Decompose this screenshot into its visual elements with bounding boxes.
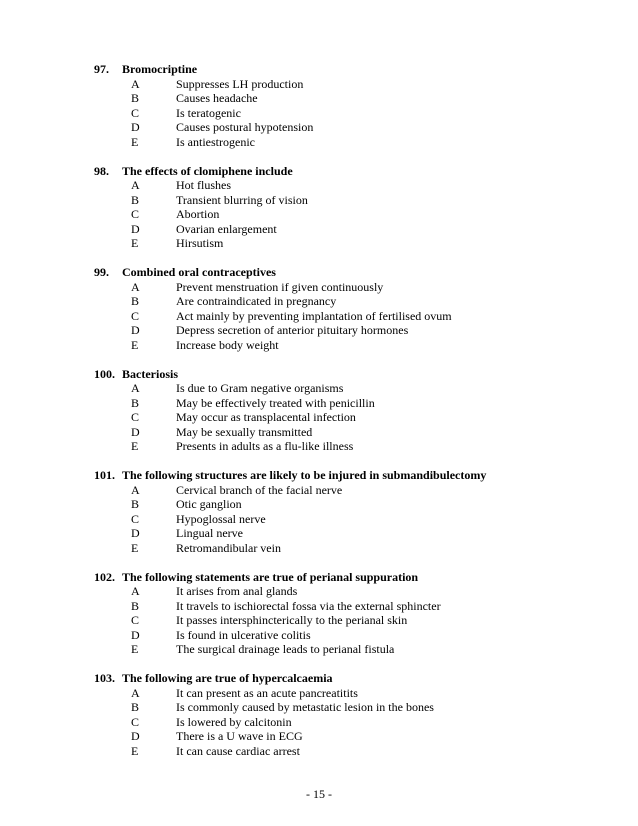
option-text: Suppresses LH production (176, 76, 304, 91)
option-text: Is antiestrogenic (176, 134, 255, 149)
question-heading (94, 468, 614, 483)
option-text: It can cause cardiac arrest (176, 743, 300, 758)
answer-option (94, 410, 614, 425)
option-letter: B (131, 700, 140, 714)
option-text: Lingual nerve (176, 526, 243, 540)
option-letter: B (131, 497, 140, 511)
option-text: Are contraindicated in pregnancy (176, 294, 337, 308)
answer-option (94, 178, 614, 193)
answer-option (94, 686, 614, 701)
question-title: Bromocriptine (122, 62, 198, 76)
question-title: The following structures are likely to be injured in submandibulectomy (122, 468, 487, 482)
option-text: Transient blurring of vision (176, 192, 308, 207)
answer-option (94, 120, 614, 135)
answer-option (94, 599, 614, 614)
question-block (94, 62, 614, 149)
answer-option (94, 613, 614, 628)
question-block (94, 164, 614, 251)
option-letter: A (131, 584, 140, 598)
option-text: Is lowered by calcitonin (176, 714, 292, 729)
answer-option (94, 106, 614, 121)
question-title: The following are true of hypercalcaemia (122, 671, 333, 685)
question-block (94, 265, 614, 352)
question-heading (94, 62, 614, 77)
option-text: There is a U wave in ECG (176, 729, 303, 743)
answer-option (94, 729, 614, 744)
question-block (94, 367, 614, 454)
answer-option (94, 294, 614, 309)
answer-option (94, 77, 614, 92)
question-title: The effects of clomiphene include (122, 163, 293, 178)
option-text: May occur as transplacental infection (176, 410, 356, 424)
question-heading (94, 265, 614, 280)
option-text: It arises from anal glands (176, 584, 298, 598)
option-text: Retromandibular vein (176, 540, 281, 555)
question-title: Bacteriosis (122, 366, 178, 381)
answer-option (94, 193, 614, 208)
option-text: Otic ganglion (176, 497, 242, 511)
option-text: May be effectively treated with penicillin (176, 395, 375, 410)
page-number: - 15 - (306, 787, 332, 801)
option-text: Is teratogenic (176, 105, 241, 120)
option-letter: D (131, 120, 140, 134)
question-heading (94, 164, 614, 179)
question-list (94, 62, 614, 773)
option-letter: C (131, 308, 140, 323)
option-text: Causes headache (176, 91, 258, 105)
answer-option (94, 526, 614, 541)
option-letter: A (131, 482, 140, 497)
option-letter: C (131, 207, 140, 221)
answer-option (94, 715, 614, 730)
question-heading (94, 671, 614, 686)
answer-option (94, 628, 614, 643)
option-text: Prevent menstruation if given continuously (176, 279, 384, 294)
option-letter: A (131, 76, 140, 91)
answer-option (94, 584, 614, 599)
option-letter: D (131, 424, 140, 439)
answer-option (94, 744, 614, 759)
answer-option (94, 483, 614, 498)
option-letter: E (131, 236, 139, 250)
answer-option (94, 323, 614, 338)
question-number: 101. (94, 468, 115, 482)
option-text: Is commonly caused by metastatic lesion in the bones (176, 700, 434, 714)
question-number: 103. (94, 671, 115, 685)
option-text: It can present as an acute pancreatitits (176, 685, 358, 700)
option-text: It passes intersphincterically to the perianal skin (176, 613, 408, 627)
option-letter: B (131, 294, 140, 308)
option-text: Cervical branch of the facial nerve (176, 482, 343, 497)
option-text: Increase body weight (176, 337, 279, 352)
answer-option (94, 439, 614, 454)
answer-option (94, 541, 614, 556)
option-text: Hot flushes (176, 178, 231, 192)
option-text: The surgical drainage leads to perianal fistula (176, 642, 395, 656)
option-text: Is found in ulcerative colitis (176, 627, 311, 642)
option-letter: C (131, 613, 140, 627)
option-letter: D (131, 323, 140, 337)
question-title: Combined oral contraceptives (122, 265, 276, 279)
option-text: Abortion (176, 207, 220, 221)
question-number: 100. (94, 366, 115, 381)
question-number: 102. (94, 569, 115, 584)
option-text: It travels to ischiorectal fossa via the external sphincter (176, 598, 441, 613)
option-text: Is due to Gram negative organisms (176, 381, 344, 395)
option-letter: A (131, 685, 140, 700)
option-letter: A (131, 178, 140, 192)
option-letter: B (131, 192, 140, 207)
option-letter: B (131, 395, 140, 410)
answer-option (94, 700, 614, 715)
option-text: Hypoglossal nerve (176, 511, 266, 526)
answer-option (94, 207, 614, 222)
option-letter: E (131, 540, 139, 555)
answer-option (94, 135, 614, 150)
option-letter: D (131, 221, 140, 236)
option-letter: D (131, 729, 140, 743)
option-letter: A (131, 279, 140, 294)
answer-option (94, 338, 614, 353)
answer-option (94, 497, 614, 512)
answer-option (94, 236, 614, 251)
option-text: Hirsutism (176, 236, 224, 250)
question-block (94, 468, 614, 555)
answer-option (94, 396, 614, 411)
option-text: Presents in adults as a flu-like illness (176, 439, 354, 453)
question-block (94, 671, 614, 758)
option-letter: A (131, 381, 140, 395)
option-letter: E (131, 642, 139, 656)
option-letter: E (131, 439, 139, 453)
answer-option (94, 91, 614, 106)
answer-option (94, 222, 614, 237)
option-letter: D (131, 627, 140, 642)
question-heading (94, 367, 614, 382)
answer-option (94, 512, 614, 527)
option-letter: C (131, 714, 140, 729)
option-text: May be sexually transmitted (176, 424, 313, 439)
answer-option (94, 425, 614, 440)
answer-option (94, 280, 614, 295)
question-heading (94, 570, 614, 585)
option-text: Depress secretion of anterior pituitary hormones (176, 323, 409, 337)
question-number: 99. (94, 265, 109, 279)
option-letter: E (131, 337, 139, 352)
option-text: Ovarian enlargement (176, 221, 277, 236)
question-title: The following statements are true of perianal suppuration (122, 569, 419, 584)
option-letter: B (131, 598, 140, 613)
option-letter: B (131, 91, 140, 105)
answer-option (94, 642, 614, 657)
option-letter: C (131, 105, 140, 120)
question-number: 98. (94, 163, 109, 178)
option-text: Causes postural hypotension (176, 120, 314, 134)
option-text: Act mainly by preventing implantation of fertilised ovum (176, 308, 452, 323)
question-block (94, 570, 614, 657)
option-letter: E (131, 134, 139, 149)
option-letter: C (131, 511, 140, 526)
answer-option (94, 381, 614, 396)
question-number: 97. (94, 62, 109, 76)
option-letter: C (131, 410, 140, 424)
option-letter: D (131, 526, 140, 540)
answer-option (94, 309, 614, 324)
option-letter: E (131, 743, 139, 758)
